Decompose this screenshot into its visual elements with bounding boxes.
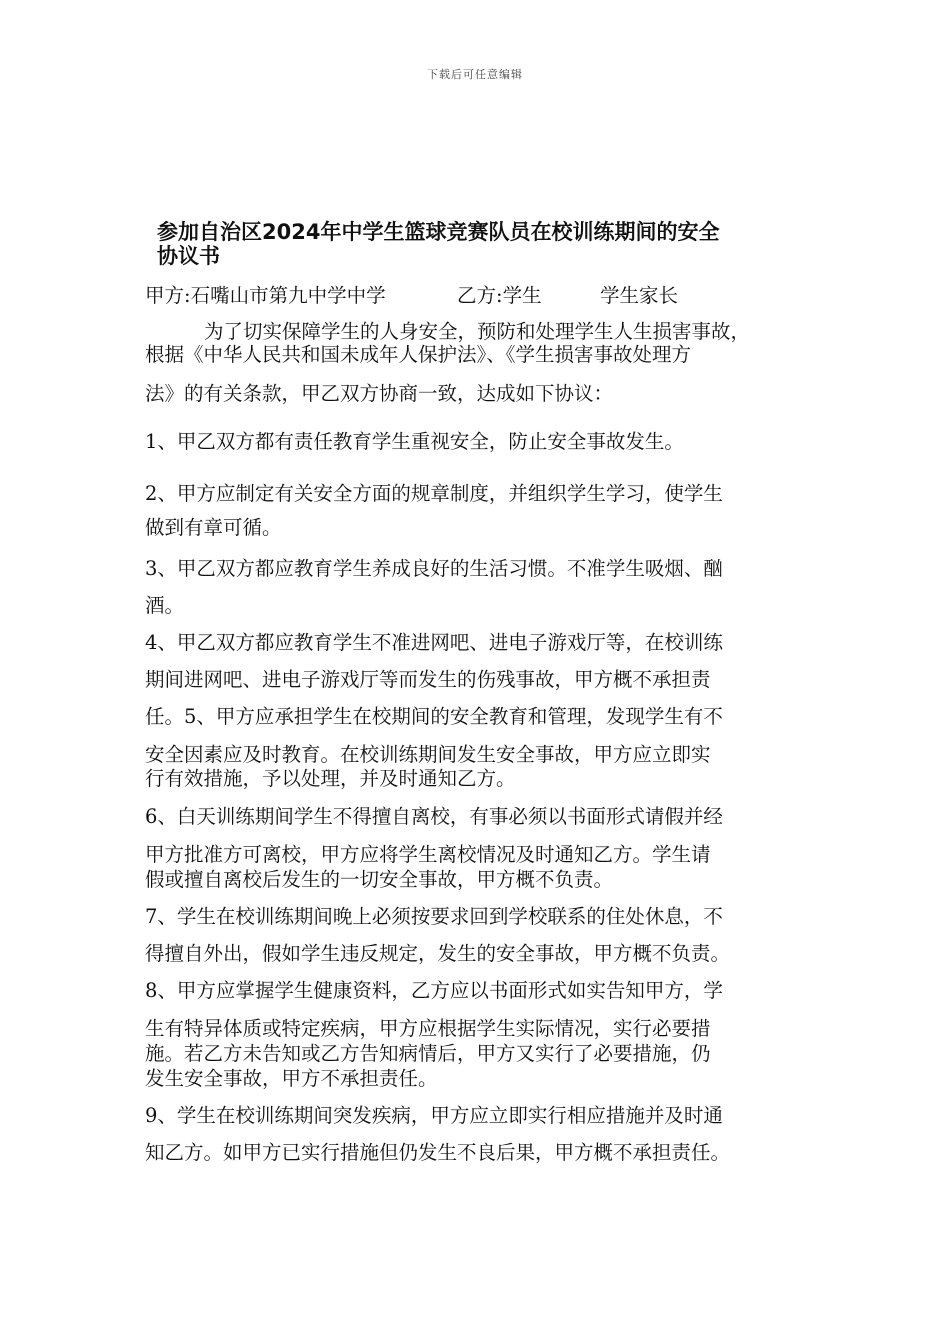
clause-2: 2、甲方应制定有关安全方面的规章制度，并组织学生学习，使学生	[145, 482, 723, 505]
clause-6: 6、白天训练期间学生不得擅自离校，有事必须以书面形式请假并经	[145, 805, 723, 828]
body-line: 做到有章可循。	[145, 516, 282, 539]
clause-5: 任。5、甲方应承担学生在校期间的安全教育和管理，发现学生有不	[145, 705, 723, 728]
body-line: 假或擅自离校后发生的一切安全事故，甲方概不负责。	[145, 868, 614, 891]
document-title	[145, 220, 825, 268]
clause-7: 7、学生在校训练期间晚上必须按要求回到学校联系的住处休息，不	[145, 905, 723, 928]
body-line: 生有特异体质或特定疾病，甲方应根据学生实际情况，实行必要措	[145, 1017, 711, 1040]
clause-3: 3、甲乙双方都应教育学生养成良好的生活习惯。不准学生吸烟、酗	[145, 557, 723, 580]
party-b: 乙方:学生	[457, 284, 542, 307]
clause-9: 9、学生在校训练期间突发疾病，甲方应立即实行相应措施并及时通	[145, 1104, 723, 1127]
body-line: 为了切实保障学生的人身安全，预防和处理学生人生损害事故，	[204, 320, 751, 343]
body-line: 知乙方。如甲方已实行措施但仍发生不良后果，甲方概不承担责任。	[145, 1141, 731, 1164]
parties-line	[145, 284, 678, 308]
body-line: 期间进网吧、进电子游戏厅等而发生的伤残事故，甲方概不承担责	[145, 668, 711, 691]
title-line-2: 协议书	[157, 244, 220, 268]
body-line: 发生安全事故，甲方不承担责任。	[145, 1067, 438, 1090]
body-line: 酒。	[145, 594, 185, 617]
party-parent: 学生家长	[600, 284, 679, 307]
clause-4: 4、甲乙双方都应教育学生不准进网吧、进电子游戏厅等，在校训练	[145, 631, 723, 654]
clause-8: 8、甲方应掌握学生健康资料，乙方应以书面形式如实告知甲方，学	[145, 979, 723, 1002]
body-line: 甲方批准方可离校，甲方应将学生离校情况及时通知乙方。学生请	[145, 843, 711, 866]
title-line-1: 参加自治区2024年中学生篮球竞赛队员在校训练期间的安全	[157, 220, 720, 244]
body-line: 得擅自外出，假如学生违反规定，发生的安全事故，甲方概不负责。	[145, 942, 731, 965]
body-line: 安全因素应及时教育。在校训练期间发生安全事故，甲方应立即实	[145, 743, 711, 766]
body-line: 根据《中华人民共和国未成年人保护法》、《学生损害事故处理方	[145, 343, 692, 366]
page-header-note: 下载后可任意编辑	[427, 68, 523, 81]
party-a: 甲方:石嘴山市第九中学中学	[145, 284, 386, 307]
body-line: 施。若乙方未告知或乙方告知病情后，甲方又实行了必要措施，仍	[145, 1042, 711, 1065]
clause-1: 1、甲乙双方都有责任教育学生重视安全，防止安全事故发生。	[145, 430, 684, 453]
body-line: 法》的有关条款，甲乙双方协商一致，达成如下协议：	[145, 382, 614, 405]
body-line: 行有效措施，予以处理，并及时通知乙方。	[145, 767, 516, 790]
